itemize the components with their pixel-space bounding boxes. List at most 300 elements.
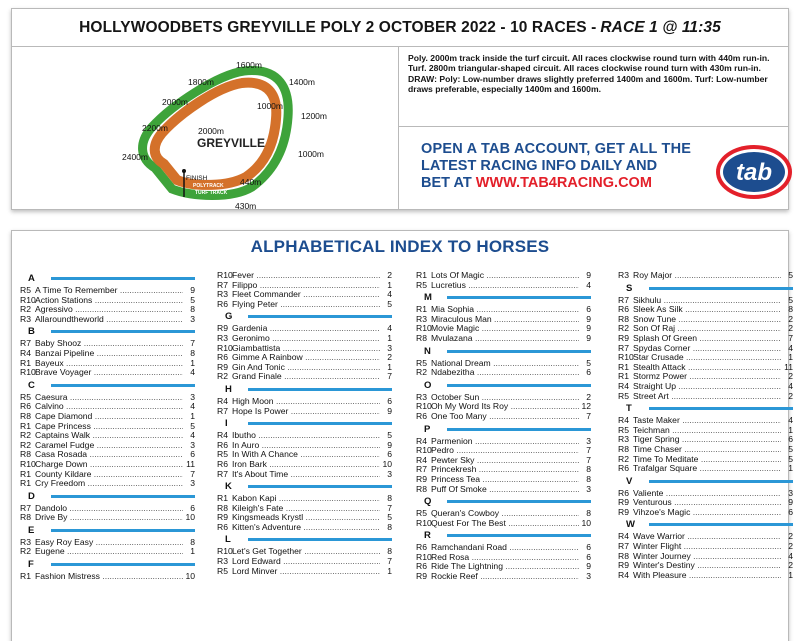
horse-number: 2	[788, 371, 793, 382]
horse-index-row	[217, 494, 392, 504]
race-number: R3	[618, 434, 629, 445]
horse-index-row	[217, 334, 392, 344]
horse-number: 9	[387, 405, 392, 416]
horse-number: 6	[586, 542, 591, 553]
index-letter: G	[225, 311, 233, 323]
horse-name: Pedro .....	[431, 446, 579, 456]
index-letter-heading	[416, 378, 591, 393]
distance-1200m: 1200m	[301, 111, 327, 121]
distance-1800m: 1800m	[188, 77, 214, 87]
race-number: R1	[20, 468, 31, 479]
letter-divider-bar	[447, 350, 591, 353]
horse-number: 3	[190, 313, 195, 324]
horse-name: Vihzoe's Magic .....	[633, 508, 781, 518]
horse-number: 3	[387, 342, 392, 353]
horse-index-row	[217, 363, 392, 373]
horse-number: 5	[788, 443, 793, 454]
race-number: R6	[416, 410, 427, 421]
polytrack-label: POLYTRACK	[193, 183, 224, 189]
horse-number: 4	[586, 279, 591, 290]
race-number: R10	[20, 458, 36, 469]
horse-index-row	[416, 334, 591, 344]
horse-number: 9	[586, 561, 591, 572]
index-letter-heading	[416, 422, 591, 437]
horse-number: 5	[788, 453, 793, 464]
horse-name: County Kildare .....	[35, 470, 183, 480]
horse-number: 4	[387, 323, 392, 334]
letter-divider-bar	[51, 495, 195, 498]
horse-index-row	[217, 450, 392, 460]
horse-number: 8	[788, 304, 793, 315]
horse-name: Movie Magic .....	[431, 324, 579, 334]
horse-index-row	[618, 508, 793, 518]
race-number: R4	[618, 415, 629, 426]
horse-index-row	[618, 426, 793, 436]
horse-index-row	[217, 523, 392, 533]
promo-url-link[interactable]: WWW.TAB4RACING.COM	[475, 175, 652, 191]
horse-number: 10	[581, 517, 591, 528]
horse-index-row	[618, 435, 793, 445]
race-number: R8	[618, 313, 629, 324]
horse-name: Lord Minver .....	[232, 567, 380, 577]
race-number: R1	[20, 357, 31, 368]
horse-name: Mvulazana .....	[431, 334, 579, 344]
race-number: R5	[20, 285, 31, 295]
index-letter-heading	[416, 344, 591, 359]
horse-index-row	[618, 498, 793, 508]
race-number: R2	[20, 439, 31, 450]
horse-number: 9	[387, 439, 392, 450]
horse-number: 7	[190, 338, 195, 349]
horse-number: 8	[586, 464, 591, 475]
race-number: R9	[618, 332, 629, 343]
race-number: R2	[618, 323, 629, 334]
race-number: R7	[618, 342, 629, 353]
horse-index-row	[217, 431, 392, 441]
race-number: R6	[20, 401, 31, 412]
horse-name: Parmenion .....	[431, 437, 579, 447]
horse-index-row	[20, 315, 195, 325]
promo-line-3	[421, 175, 721, 192]
race-number: R9	[618, 560, 629, 571]
horse-number: 2	[586, 391, 591, 402]
track-map	[12, 47, 399, 210]
horse-index-row	[618, 344, 793, 354]
race-number: R2	[618, 453, 629, 464]
horse-name: Gardenia .....	[232, 324, 380, 334]
index-letter-heading	[416, 528, 591, 543]
horse-name: Stealth Attack .....	[633, 363, 781, 373]
index-letter: L	[225, 534, 231, 546]
horse-number: 1	[190, 410, 195, 421]
horse-number: 7	[586, 410, 591, 421]
horse-index-row	[416, 562, 591, 572]
race-number: R9	[416, 571, 427, 582]
horse-name: Bayeux .....	[35, 359, 183, 369]
race-number: R7	[217, 468, 228, 479]
horse-number: 7	[586, 454, 591, 465]
horse-index-row	[618, 464, 793, 474]
distance-1400m: 1400m	[289, 77, 315, 87]
horse-name: Oh My Word Its Roy .....	[431, 402, 579, 412]
horse-number: 6	[190, 449, 195, 460]
index-letter-heading	[20, 523, 195, 538]
horse-index-row	[416, 412, 591, 422]
horse-number: 2	[788, 531, 793, 542]
race-number: R10	[416, 517, 432, 528]
horse-index-row	[20, 359, 195, 369]
horse-name: Taste Maker .....	[633, 416, 781, 426]
horse-number: 6	[586, 304, 591, 315]
horse-number: 11	[186, 458, 195, 469]
horse-index-row	[217, 353, 392, 363]
horse-index-row	[20, 450, 195, 460]
horse-name: Wave Warrior .....	[633, 532, 781, 542]
horse-name: Winter Journey .....	[633, 552, 781, 562]
horse-index-row	[217, 271, 392, 281]
horse-index-row	[618, 363, 793, 373]
horse-number: 5	[387, 512, 392, 523]
horse-index-card	[11, 230, 793, 641]
horse-number: 1	[190, 546, 195, 557]
horse-index-row	[618, 416, 793, 426]
promo-line-3-prefix: BET AT	[421, 175, 472, 191]
horse-name: Kingsmeads Krystl .....	[232, 513, 380, 523]
horse-name: Valiente .....	[633, 489, 781, 499]
horse-name: National Dream .....	[431, 359, 579, 369]
race-number: R8	[416, 332, 427, 343]
distance-1000m-inner: 1000m	[257, 101, 283, 111]
horse-index-row	[217, 460, 392, 470]
race-number: R7	[20, 338, 31, 349]
horse-name: Banzai Pipeline .....	[35, 349, 183, 359]
index-letter: I	[225, 418, 228, 430]
horse-name: Quest For The Best .....	[431, 519, 579, 529]
horse-name: Ride The Lightning .....	[431, 562, 579, 572]
index-letter-heading	[618, 474, 793, 489]
horse-name: Casa Rosada .....	[35, 450, 183, 460]
horse-index-row	[20, 339, 195, 349]
race-number: R1	[217, 493, 228, 504]
race-number: R5	[416, 508, 427, 519]
horse-index-row	[217, 281, 392, 291]
horse-name: Captains Walk .....	[35, 431, 183, 441]
horse-name: Cape Princess .....	[35, 422, 183, 432]
horse-index-row	[618, 271, 793, 281]
race-number: R10	[416, 551, 432, 562]
horse-index-row	[20, 412, 195, 422]
horse-number: 1	[387, 361, 392, 372]
letter-divider-bar	[51, 529, 195, 532]
horse-index-row	[20, 441, 195, 451]
index-letter: P	[424, 423, 431, 435]
race-number: R10	[217, 546, 233, 557]
horse-number: 2	[788, 323, 793, 334]
race-number: R6	[217, 352, 228, 363]
horse-name: Allaroundtheworld .....	[35, 315, 183, 325]
race-number: R6	[618, 487, 629, 498]
horse-index-row	[618, 542, 793, 552]
letter-divider-bar	[248, 315, 392, 318]
race-number: R10	[217, 342, 233, 353]
horse-name: Roy Major .....	[633, 271, 781, 281]
horse-name: Venturous .....	[633, 498, 781, 508]
horse-index-row	[618, 489, 793, 499]
horse-name: Pewter Sky .....	[431, 456, 579, 466]
horse-index-row	[217, 344, 392, 354]
race-number: R2	[416, 367, 427, 378]
horse-index-row	[217, 300, 392, 310]
horse-index-row	[20, 470, 195, 480]
horse-number: 3	[190, 391, 195, 402]
horse-index-row	[217, 407, 392, 417]
race-number: R8	[20, 449, 31, 460]
race-number: R7	[618, 541, 629, 552]
horse-name: Gin And Tonic .....	[232, 363, 380, 373]
horse-number: 11	[784, 361, 793, 372]
horse-index-row	[618, 455, 793, 465]
meeting-title-race: RACE 1 @ 11:35	[600, 18, 721, 36]
index-letter: M	[424, 292, 432, 304]
horse-name: Miraculous Man .....	[431, 315, 579, 325]
distance-440m: 440m	[240, 177, 262, 187]
horse-number: 5	[788, 294, 793, 305]
horse-number: 4	[788, 415, 793, 426]
horse-number: 10	[185, 571, 195, 582]
horse-number: 8	[190, 347, 195, 358]
tab-promo	[421, 141, 721, 192]
track-name: GREYVILLE	[197, 136, 266, 150]
horse-index-row	[618, 315, 793, 325]
race-number: R1	[416, 270, 427, 280]
race-number: R8	[20, 410, 31, 421]
horse-name: A Time To Remember .....	[35, 286, 183, 296]
index-letter-heading	[217, 532, 392, 547]
race-number: R10	[416, 401, 432, 412]
horse-number: 3	[586, 483, 591, 494]
letter-divider-bar	[649, 407, 793, 410]
horse-index-row	[416, 281, 591, 291]
horse-index-row	[217, 504, 392, 514]
horse-number: 8	[190, 304, 195, 315]
race-number: R9	[618, 497, 629, 508]
index-letter: Q	[424, 496, 432, 508]
horse-name: Mia Sophia .....	[431, 305, 579, 315]
horse-name: Son Of Raj .....	[633, 324, 781, 334]
letter-divider-bar	[51, 384, 195, 387]
horse-name: Dandolo .....	[35, 504, 183, 514]
horse-number: 5	[190, 294, 195, 305]
horse-index-row	[416, 553, 591, 563]
horse-index-row	[217, 397, 392, 407]
horse-index-row	[416, 305, 591, 315]
race-number: R7	[20, 502, 31, 513]
track-description: Poly. 2000m track inside the turf circuit. All races clockwise round turn with 440m run-in. Turf. 2800m triangular-shaped circuit. All races clockwise round turn with 430m run-in. DRAW: Poly: Low-number draws slightly preferred 1400m and 1600m. Turf: Low-number draws preferable, especially 1400m and 1600m.	[408, 53, 770, 95]
race-number: R5	[618, 390, 629, 401]
horse-name: Easy Roy Easy .....	[35, 538, 183, 548]
race-number: R3	[416, 391, 427, 402]
horse-name: Caesura .....	[35, 393, 183, 403]
horse-index-row	[416, 519, 591, 529]
horse-number: 1	[788, 424, 793, 435]
horse-number: 3	[586, 435, 591, 446]
index-letter: R	[424, 530, 431, 542]
horse-number: 2	[788, 313, 793, 324]
horse-number: 3	[586, 571, 591, 582]
horse-index-row	[217, 441, 392, 451]
horse-number: 6	[387, 395, 392, 406]
horse-number: 8	[387, 493, 392, 504]
horse-number: 2	[788, 560, 793, 571]
index-letter: E	[28, 524, 35, 536]
horse-index-row	[20, 305, 195, 315]
race-number: R3	[618, 270, 629, 280]
horse-number: 6	[586, 367, 591, 378]
race-number: R10	[416, 323, 432, 334]
horse-name: Star Crusade .....	[633, 353, 781, 363]
letter-divider-bar	[248, 422, 392, 425]
index-letter: N	[424, 345, 431, 357]
horse-index-row	[416, 324, 591, 334]
race-number: R7	[618, 294, 629, 305]
horse-number: 1	[788, 569, 793, 580]
horse-name: Spydas Corner .....	[633, 344, 781, 354]
horse-index-row	[618, 305, 793, 315]
horse-index-row	[20, 349, 195, 359]
horse-name: Drive By .....	[35, 513, 183, 523]
race-number: R5	[217, 565, 228, 576]
race-number: R6	[416, 561, 427, 572]
index-letter-heading	[416, 290, 591, 305]
index-letter-heading	[618, 281, 793, 296]
horse-number: 9	[586, 332, 591, 343]
race-number: R6	[217, 439, 228, 450]
race-number: R1	[618, 371, 629, 382]
horse-name: Giambattista .....	[232, 344, 380, 354]
index-column-4	[618, 271, 793, 580]
race-number: R1	[416, 304, 427, 315]
horse-name: Street Art .....	[633, 392, 781, 402]
horse-name: Geronimo .....	[232, 334, 380, 344]
distance-2200m: 2200m	[142, 123, 168, 133]
index-letter-heading	[20, 324, 195, 339]
distance-1000m-outer: 1000m	[298, 149, 324, 159]
horse-number: 4	[788, 380, 793, 391]
horse-index-row	[217, 324, 392, 334]
horse-name: Princess Tea .....	[431, 475, 579, 485]
horse-number: 5	[190, 420, 195, 431]
horse-number: 7	[387, 371, 392, 382]
index-letter: O	[424, 379, 432, 391]
horse-name: Action Stations .....	[35, 296, 183, 306]
promo-line-1: OPEN A TAB ACCOUNT, GET ALL THE	[421, 141, 692, 157]
horse-number: 1	[387, 565, 392, 576]
horse-index-row	[20, 572, 195, 582]
horse-number: 3	[190, 439, 195, 450]
race-number: R10	[217, 270, 233, 280]
horse-index-row	[618, 334, 793, 344]
meeting-title	[12, 9, 788, 47]
race-number: R1	[20, 420, 31, 431]
race-number: R8	[618, 550, 629, 561]
race-number: R8	[618, 443, 629, 454]
horse-index-row	[217, 372, 392, 382]
promo-divider	[399, 126, 789, 127]
horse-name: Puff Of Smoke .....	[431, 485, 579, 495]
distance-1600m: 1600m	[236, 60, 262, 70]
letter-divider-bar	[51, 563, 195, 566]
race-number: R6	[618, 463, 629, 474]
horse-name: Eugene .....	[35, 547, 183, 557]
race-number: R6	[618, 304, 629, 315]
race-number: R9	[416, 473, 427, 484]
horse-number: 2	[788, 390, 793, 401]
horse-number: 7	[387, 502, 392, 513]
horse-name: Kabon Kapi .....	[232, 494, 380, 504]
letter-divider-bar	[447, 384, 591, 387]
horse-index-row	[416, 393, 591, 403]
horse-number: 8	[586, 473, 591, 484]
horse-number: 3	[387, 468, 392, 479]
horse-name: Sikhulu .....	[633, 296, 781, 306]
letter-divider-bar	[447, 500, 591, 503]
index-letter-heading	[20, 271, 195, 286]
race-number: R7	[217, 405, 228, 416]
horse-index-row	[618, 353, 793, 363]
horse-number: 1	[788, 352, 793, 363]
race-number: R8	[217, 502, 228, 513]
horse-index-row	[416, 315, 591, 325]
race-number: R4	[217, 430, 228, 441]
race-number: R8	[416, 483, 427, 494]
horse-number: 6	[788, 434, 793, 445]
race-number: R9	[217, 361, 228, 372]
index-letter: C	[28, 379, 35, 391]
horse-name: Teichman .....	[633, 426, 781, 436]
horse-name: Time To Meditate .....	[633, 455, 781, 465]
horse-number: 10	[382, 458, 392, 469]
horse-number: 10	[185, 512, 195, 523]
index-letter: H	[225, 383, 232, 395]
horse-number: 4	[788, 342, 793, 353]
horse-number: 7	[788, 332, 793, 343]
horse-index-row	[416, 456, 591, 466]
horse-name: Fleet Commander .....	[232, 290, 380, 300]
horse-index-row	[20, 286, 195, 296]
race-number: R1	[20, 478, 31, 489]
horse-index-row	[217, 513, 392, 523]
race-number: R5	[416, 279, 427, 290]
horse-name: In With A Chance .....	[232, 450, 380, 460]
letter-divider-bar	[447, 296, 591, 299]
race-number: R10	[416, 445, 432, 456]
race-number: R5	[217, 449, 228, 460]
race-number: R2	[20, 430, 31, 441]
index-letter-heading	[20, 489, 195, 504]
horse-number: 5	[586, 357, 591, 368]
index-letter-heading	[217, 416, 392, 431]
horse-index-row	[618, 372, 793, 382]
horse-index-row	[618, 571, 793, 581]
index-letter-heading	[20, 378, 195, 393]
race-number: R3	[20, 313, 31, 324]
horse-name: Winter's Destiny .....	[633, 561, 781, 571]
horse-number: 7	[190, 468, 195, 479]
index-letter-heading	[416, 494, 591, 509]
horse-number: 1	[788, 463, 793, 474]
index-letter-heading	[217, 309, 392, 324]
horse-index-row	[618, 296, 793, 306]
